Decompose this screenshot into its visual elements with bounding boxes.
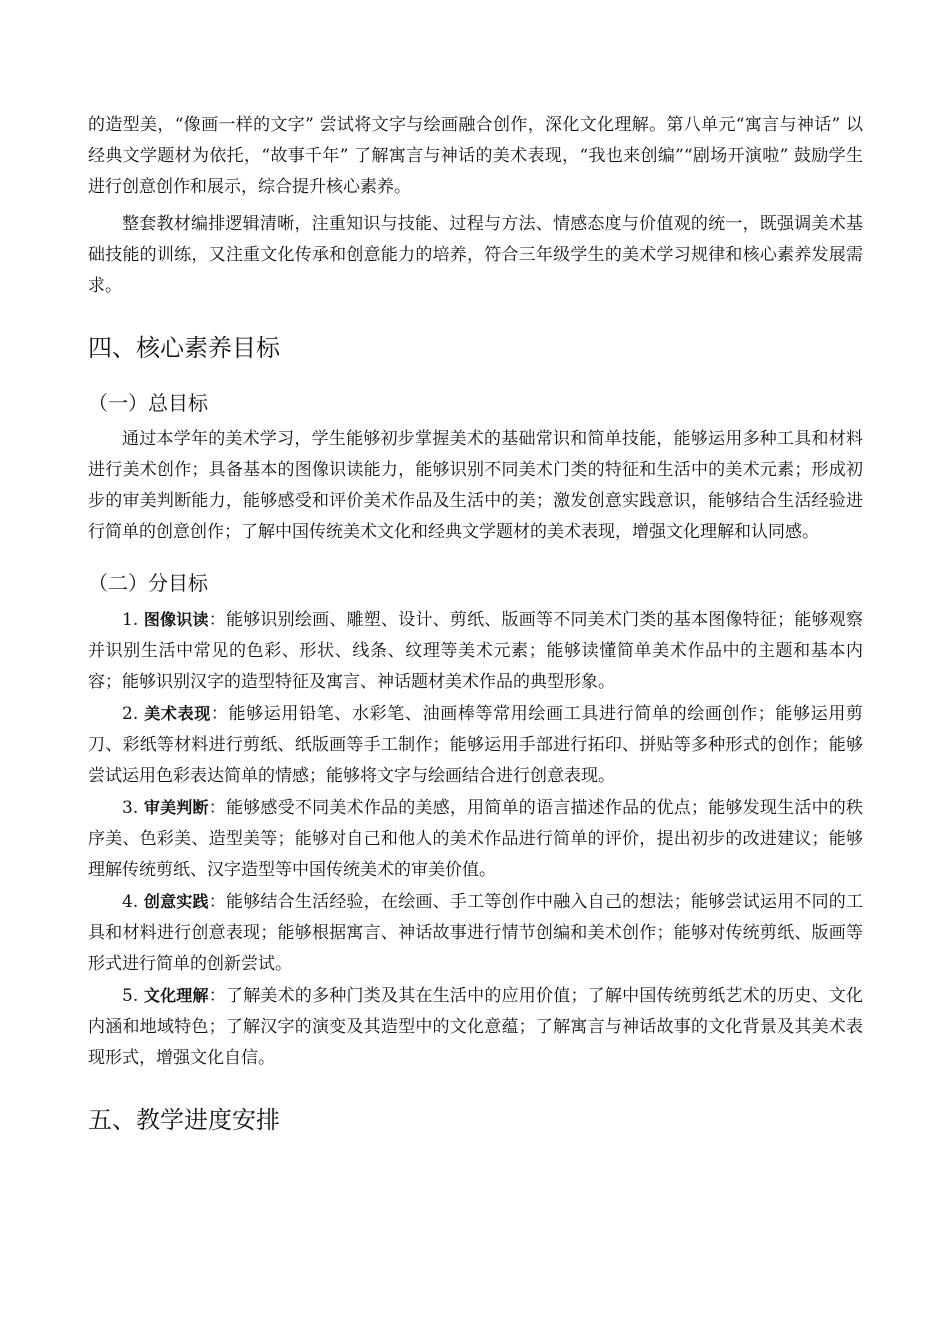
overall-goal-paragraph: 通过本学年的美术学习，学生能够初步掌握美术的基础常识和简单技能，能够运用多种工具和材料进行美术创作；具备基本的图像识读能力，能够识别不同美术门类的特征和生活中的美术元素；形成初步的审美判断能力，能够感受和评价美术作品及生活中的美；激发创意实践意识，能够结合生活经验进行简单的创意创作；了解中国传统美术文化和经典文学题材的美术表现，增强文化理解和认同感。 <box>88 429 863 542</box>
goal-item-term: 美术表现 <box>144 704 211 723</box>
goal-item-aesthetic-judgment <box>88 792 863 886</box>
document-page <box>88 110 863 1140</box>
goal-item-text: ：能够感受不同美术作品的美感，用简单的语言描述作品的优点；能够发现生活中的秩序美、色彩美、造型美等；能够对自己和他人的美术作品进行简单的评价，提出初步的改进建议；能够理解传统剪纸、汉字造型等中国传统美术的审美价值。 <box>88 798 864 880</box>
section-heading-core-literacy-goals: 四、核心素养目标 <box>88 334 280 362</box>
goal-item-term: 审美判断 <box>143 798 209 817</box>
intro-continued-paragraph: 的造型美，“像画一样的文字” 尝试将文字与绘画融合创作，深化文化理解。第八单元“寓言与神话” 以经典文学题材为依托，“故事千年” 了解寓言与神话的美术表现，“我也来创编”“剧场开演啦” 鼓励学生进行创意创作和展示，综合提升核心素养。 <box>88 115 863 197</box>
intro-summary-paragraph: 整套教材编排逻辑清晰，注重知识与技能、过程与方法、情感态度与价值观的统一，既强调美术基础技能的训练，又注重文化传承和创意能力的培养，符合三年级学生的美术学习规律和核心素养发展需求。 <box>88 214 863 296</box>
goal-item-image-reading <box>88 604 863 698</box>
subheading-overall-goal: （一）总目标 <box>88 391 208 415</box>
section-heading-teaching-schedule: 五、教学进度安排 <box>88 1106 280 1134</box>
goal-item-term: 图像识读 <box>143 610 209 629</box>
subheading-sub-goals: （二）分目标 <box>88 571 208 595</box>
goal-item-number: 1. <box>122 610 144 630</box>
goal-item-number: 2. <box>122 704 145 724</box>
goal-item-text: ：了解美术的多种门类及其在生活中的应用价值；了解中国传统剪纸艺术的历史、文化内涵和地域特色；了解汉字的演变及其造型中的文化意蕴；了解寓言与神话故事的文化背景及其美术表现形式，增强文化自信。 <box>88 986 864 1068</box>
goal-item-cultural-understanding <box>88 980 863 1074</box>
goal-item-number: 3. <box>122 798 144 818</box>
goal-item-text: ：能够运用铅笔、水彩笔、油画棒等常用绘画工具进行简单的绘画创作；能够运用剪刀、彩纸等材料进行剪纸、纸版画等手工制作；能够运用手部进行拓印、拼贴等多种形式的创作；能够尝试运用色彩表达简单的情感；能够将文字与绘画结合进行创意表现。 <box>88 704 864 786</box>
goal-item-number: 5. <box>122 986 144 1006</box>
goal-item-term: 创意实践 <box>143 892 209 911</box>
goal-item-number: 4. <box>122 892 144 912</box>
goal-item-text: ：能够结合生活经验，在绘画、手工等创作中融入自己的想法；能够尝试运用不同的工具和材料进行创意表现；能够根据寓言、神话故事进行情节创编和美术创作；能够对传统剪纸、版画等形式进行简单的创新尝试。 <box>88 892 864 974</box>
goal-item-art-expression <box>88 698 863 792</box>
goal-item-creative-practice <box>88 886 863 980</box>
goal-item-text: ：能够识别绘画、雕塑、设计、剪纸、版画等不同美术门类的基本图像特征；能够观察并识别生活中常见的色彩、形状、线条、纹理等美术元素；能够读懂简单美术作品中的主题和基本内容；能够识别汉字的造型特征及寓言、神话题材美术作品的典型形象。 <box>88 610 864 692</box>
goal-item-term: 文化理解 <box>143 986 209 1005</box>
